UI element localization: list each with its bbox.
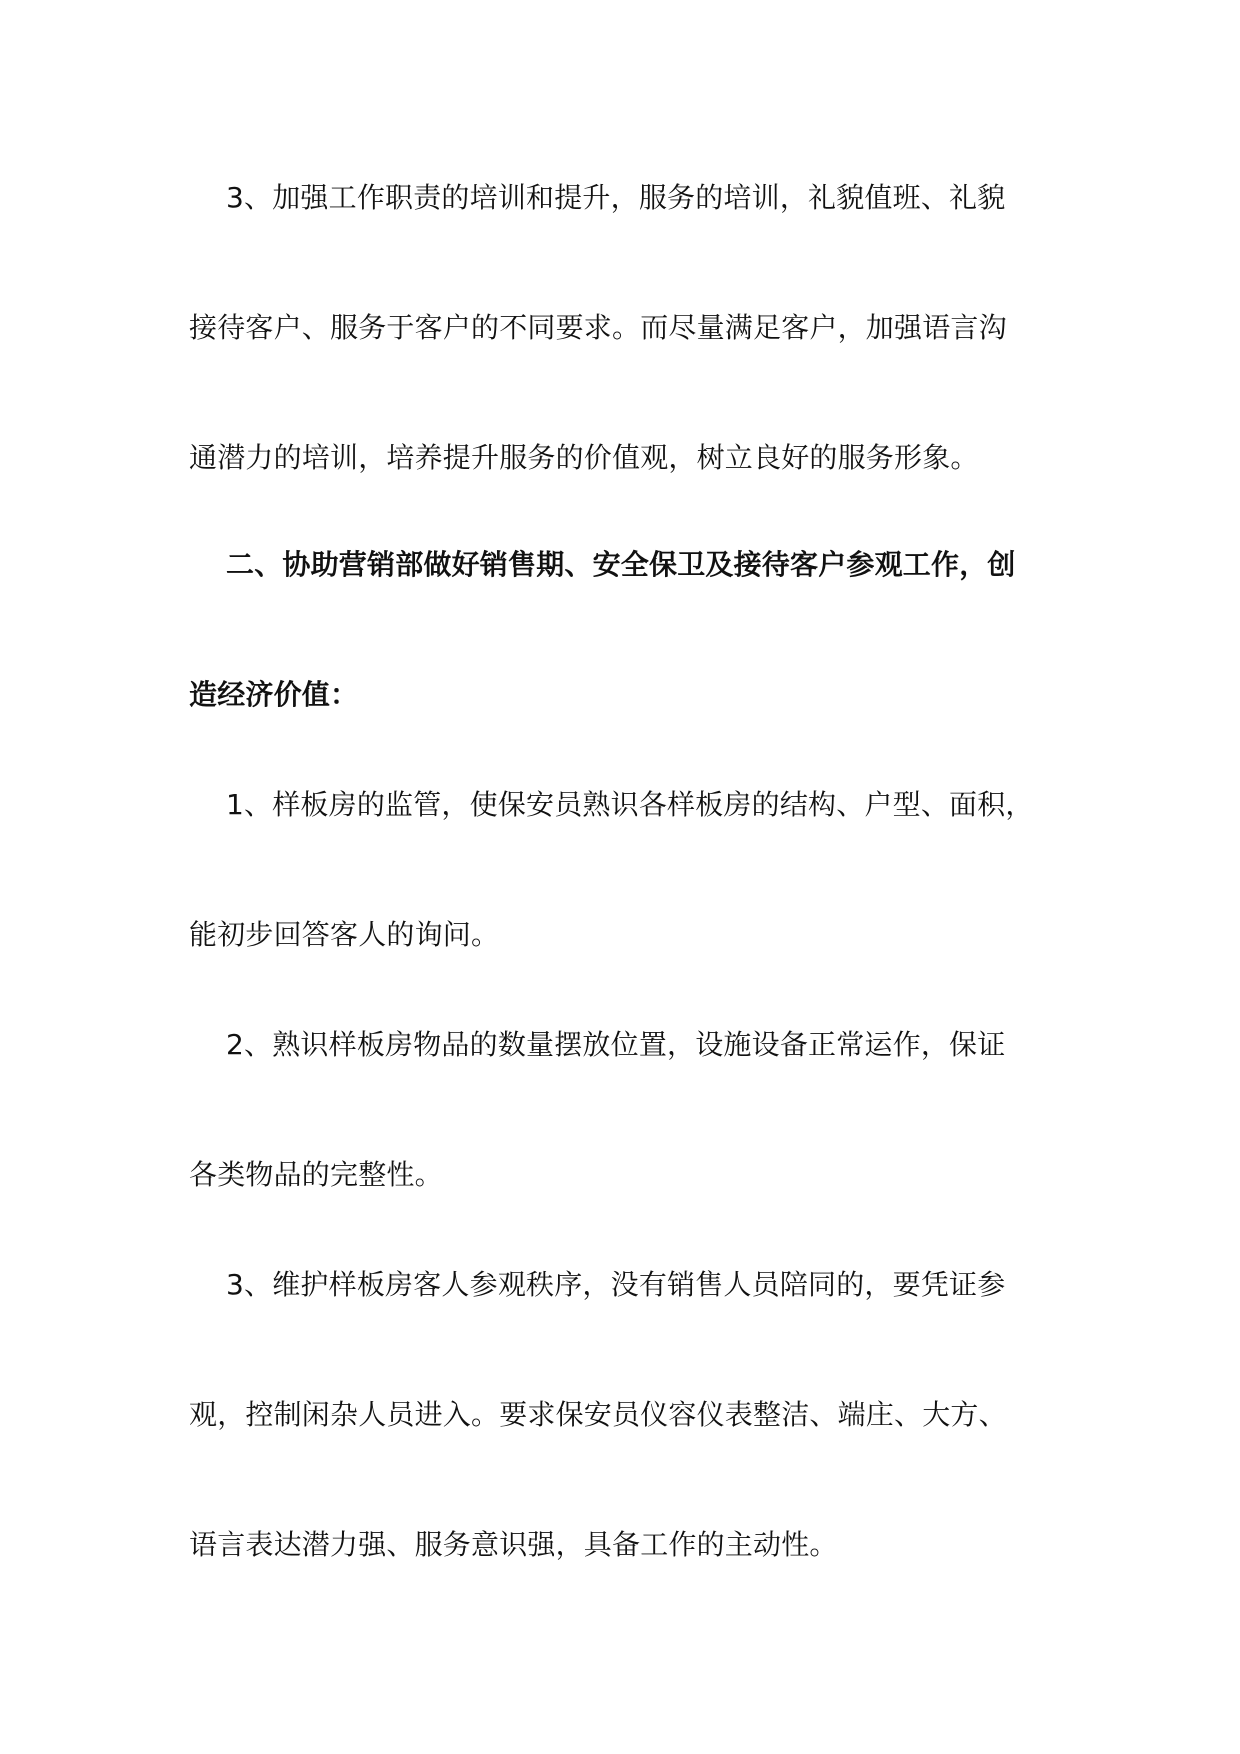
paragraph-line: 各类物品的完整性。 <box>189 1158 443 1191</box>
paragraph-line: 2、熟识样板房物品的数量摆放位置，设施设备正常运作，保证 <box>226 1028 1006 1061</box>
paragraph-line: 观，控制闲杂人员进入。要求保安员仪容仪表整洁、端庄、大方、 <box>189 1398 1007 1431</box>
paragraph-line: 1、样板房的监管，使保安员熟识各样板房的结构、户型、面积， <box>226 788 1034 821</box>
paragraph-line: 语言表达潜力强、服务意识强，具备工作的主动性。 <box>189 1528 838 1561</box>
section-heading-line: 造经济价值： <box>189 678 359 711</box>
paragraph-line: 接待客户、服务于客户的不同要求。而尽量满足客户，加强语言沟 <box>189 311 1007 344</box>
paragraph-line: 3、维护样板房客人参观秩序，没有销售人员陪同的，要凭证参 <box>226 1268 1006 1301</box>
paragraph-line: 通潜力的培训，培养提升服务的价值观，树立良好的服务形象。 <box>189 441 979 474</box>
section-heading-line: 二、协助营销部做好销售期、安全保卫及接待客户参观工作，创 <box>226 548 1016 581</box>
paragraph-line: 能初步回答客人的询问。 <box>189 918 500 951</box>
paragraph-line: 3、加强工作职责的培训和提升，服务的培训，礼貌值班、礼貌 <box>226 181 1006 214</box>
